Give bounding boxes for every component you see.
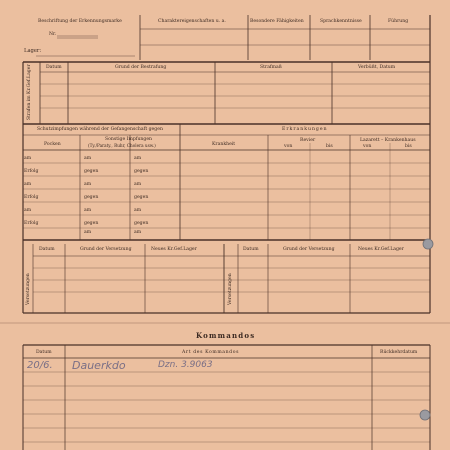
illness-lazarett-bis: bis: [405, 144, 412, 149]
vacc-row-right: gegen: [134, 169, 149, 174]
vacc-row-left: Erfolg: [24, 169, 39, 174]
vacc-row-mid: am: [84, 156, 92, 161]
vacc-col-sonstige-sub: (Ty./Paraty., Ruhr, Cholera usw.): [88, 143, 156, 148]
transfer-col-reason-2: Grund der Versetzung: [283, 247, 335, 252]
abilities-label: Besondere Fähigkeiten: [250, 19, 304, 24]
transfer-side-label-left: Versetzungen: [26, 273, 31, 305]
kommandos-col-date: Datum: [36, 350, 52, 355]
vacc-row-mid: am: [84, 208, 92, 213]
vacc-row-right: am: [134, 208, 142, 213]
vacc-row-mid: am: [84, 230, 92, 235]
punish-col-measure: Strafmaß: [260, 65, 282, 70]
vacc-row-left: Erfolg: [24, 195, 39, 200]
vacc-col-pocken: Pocken: [44, 142, 61, 147]
punish-side-label: Strafen im Kr.Gef.Lager: [27, 64, 32, 120]
kommandos-col-art: Art des Kommandos: [182, 350, 240, 355]
punish-col-date: Datum: [46, 65, 62, 70]
transfer-col-reason: Grund der Versetzung: [80, 247, 132, 252]
kommandos-col-return: Rückkehrdatum: [380, 350, 418, 355]
punch-hole-icon: [420, 410, 430, 420]
vacc-row-right: am: [134, 230, 142, 235]
transfer-col-camp-2: Neues Kr.Gef.Lager: [358, 247, 404, 252]
vacc-row-left: am: [24, 208, 32, 213]
vacc-title: Schutzimpfungen während der Gefangenschaft gegen: [37, 127, 163, 132]
punish-col-served: Verbüßt, Datum: [358, 65, 396, 70]
illness-revier-bis: bis: [326, 144, 333, 149]
capture-label: Beschriftung der Erkennungsmarke: [38, 19, 122, 24]
illness-lazarett-von: von: [363, 144, 372, 149]
vacc-row-mid: gegen: [84, 169, 99, 174]
vacc-row-left: am: [24, 156, 32, 161]
vacc-row-mid: am: [84, 182, 92, 187]
illness-col-lazarett: Lazarett – Krankenhaus: [360, 138, 416, 143]
vacc-row-right: am: [134, 156, 142, 161]
transfer-side-label-right: Versetzungen: [228, 273, 233, 305]
kommandos-title: Kommandos: [196, 331, 256, 340]
vacc-row-right: gegen: [134, 221, 149, 226]
lager-label: Lager:: [24, 48, 42, 54]
vacc-col-sonstige: Sonstige Impfungen: [105, 137, 153, 142]
kommando-entry-date: 20/6.: [27, 360, 53, 371]
illness-revier-von: von: [284, 144, 293, 149]
transfer-col-camp: Neues Kr.Gef.Lager: [151, 247, 197, 252]
nr-label: Nr.: [49, 32, 57, 37]
leadership-label: Führung: [388, 19, 409, 24]
kommando-entry-type: Dauerkdo: [72, 359, 126, 372]
vacc-row-mid: gegen: [84, 195, 99, 200]
transfer-col-date: Datum: [39, 247, 55, 252]
illness-title: Erkrankungen: [282, 127, 328, 132]
vacc-row-mid: gegen: [84, 221, 99, 226]
vacc-row-right: am: [134, 182, 142, 187]
vacc-row-left: Erfolg: [24, 221, 39, 226]
transfer-col-date-2: Datum: [243, 247, 259, 252]
punish-col-reason: Grund der Bestrafung: [115, 65, 167, 70]
illness-col-revier: Revier: [300, 138, 316, 143]
punch-hole-icon: [423, 239, 433, 249]
illness-col-krankheit: Krankheit: [212, 142, 236, 147]
vacc-row-left: am: [24, 182, 32, 187]
vacc-row-right: gegen: [134, 195, 149, 200]
language-label: Sprachkenntnisse: [320, 19, 362, 24]
traits-label: Charaktereigenschaften u. a.: [158, 19, 226, 24]
kommando-entry-extra: Dzn. 3.9063: [158, 360, 213, 370]
